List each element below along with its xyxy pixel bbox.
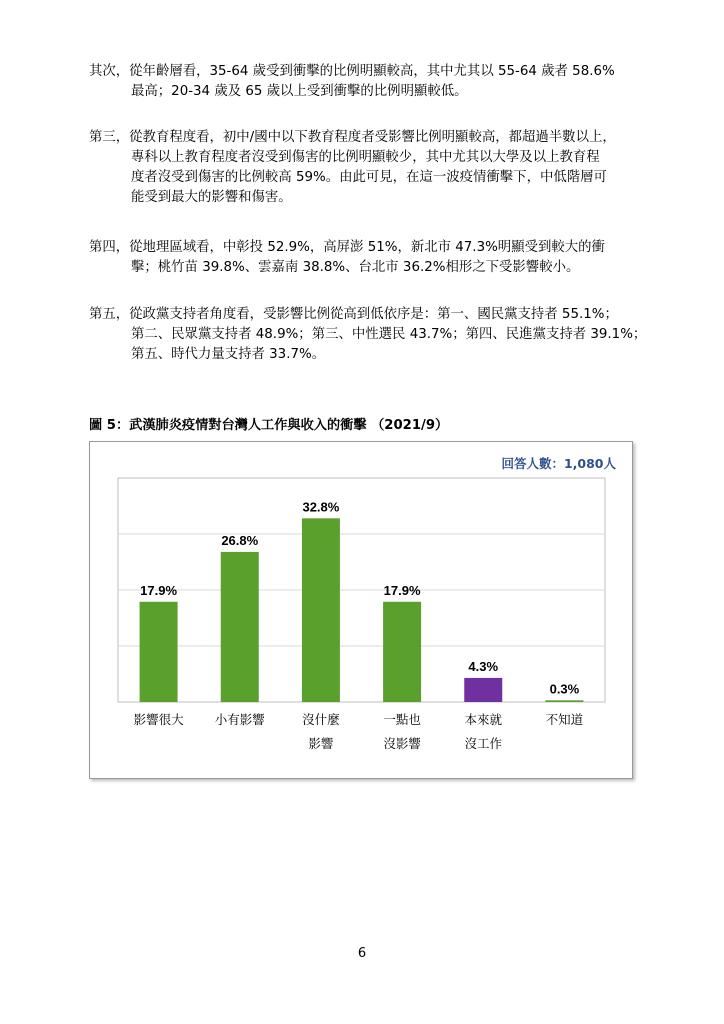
paragraph-line: 第四，從地理區域看，中彰投 52.9%，高屏澎 51%，新北市 47.3%明顯受到較大的衝 (89, 240, 605, 255)
data-label: 17.9% (383, 582, 421, 598)
paragraph-line: 其次，從年齡層看，35-64 歲受到衝擊的比例明顯較高，其中尤其以 55-64 歲者 58.6% (89, 64, 615, 79)
category-label: 沒工作 (464, 736, 503, 751)
paragraph-line: 第二、民眾黨支持者 48.9%；第三、中性選民 43.7%；第四、民進黨支持者 39.1%； (131, 327, 647, 342)
bar-chart (90, 442, 632, 778)
paragraph (89, 62, 649, 102)
paragraph-line: 最高；20-34 歲及 65 歲以上受到衝擊的比例明顯較低。 (131, 84, 468, 99)
chart-container (89, 441, 633, 779)
paragraph-line: 度者沒受到傷害的比例較高 59%。由此可見，在這一波疫情衝擊下，中低階層可 (131, 170, 607, 185)
paragraph (89, 238, 649, 278)
paragraph (89, 305, 649, 365)
bar (302, 518, 340, 702)
paragraph-line: 擊；桃竹苗 39.8%、雲嘉南 38.8%、台北市 36.2%相形之下受影響較小。 (131, 260, 580, 275)
page-number: 6 (357, 946, 367, 961)
data-label: 26.8% (221, 532, 259, 548)
category-label: 沒影響 (383, 736, 421, 751)
paragraph-line: 專科以上教育程度者沒受到傷害的比例明顯較少，其中尤其以大學及以上教育程 (131, 150, 600, 165)
bar (545, 700, 583, 702)
category-label: 本來就 (464, 712, 503, 727)
paragraph-line: 第五、時代力量支持者 33.7%。 (131, 347, 326, 362)
bar (140, 602, 178, 702)
data-label: 0.3% (549, 681, 580, 697)
data-label: 17.9% (140, 582, 178, 598)
bar (383, 602, 421, 702)
category-label: 沒什麼 (302, 712, 340, 727)
category-label: 影響 (308, 736, 334, 751)
category-label: 一點也 (383, 712, 421, 727)
category-label: 影響很大 (133, 712, 184, 727)
data-label: 4.3% (468, 658, 499, 674)
bar (464, 678, 502, 702)
bar (221, 552, 259, 702)
paragraph-line: 第五，從政黨支持者角度看，受影響比例從高到低依序是：第一、國民黨支持者 55.1%； (89, 307, 618, 322)
data-label: 32.8% (302, 499, 340, 515)
paragraph-line: 能受到最大的影響和傷害。 (131, 190, 292, 205)
category-label: 小有影響 (214, 712, 265, 727)
figure-caption: 圖 5：武漢肺炎疫情對台灣人工作與收入的衝擊 （2021/9） (89, 418, 449, 433)
category-label: 不知道 (545, 712, 584, 727)
paragraph (89, 128, 649, 208)
respondents-count: 回答人數：1,080人 (501, 456, 616, 471)
paragraph-line: 第三，從教育程度看，初中/國中以下教育程度者受影響比例明顯較高，都超過半數以上， (89, 130, 616, 145)
